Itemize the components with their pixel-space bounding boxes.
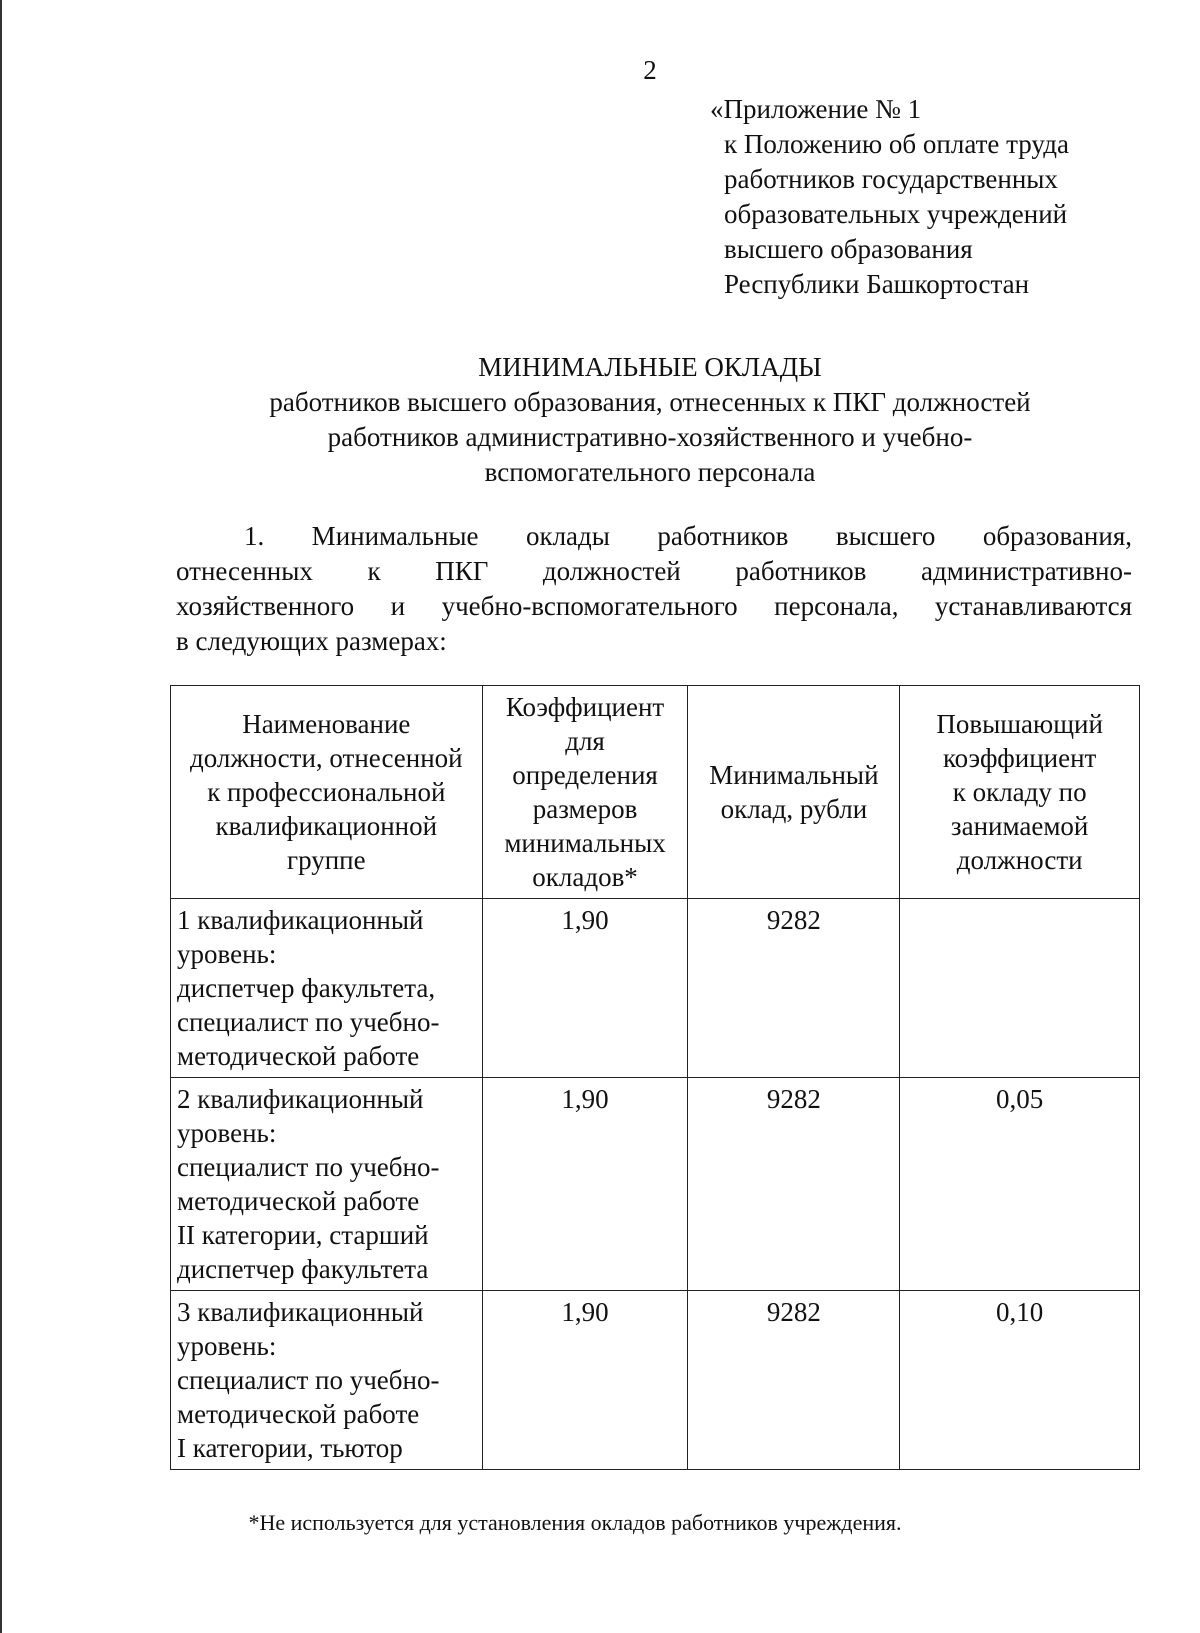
cell-raise-coefficient: 0,05 [900,1078,1140,1291]
appendix-line: высшего образования [724,234,973,264]
appendix-line: «Приложение № 1 [710,94,922,124]
title-subtitle-line: работников высшего образования, отнесенных к ПКГ должностей [269,387,1031,417]
intro-line: в следующих размерах: [176,626,447,656]
page-number: 2 [643,55,657,85]
cell-raise-coefficient: 0,10 [900,1291,1140,1470]
intro-line: 1. Минимальные оклады работников высшего образования, [244,521,1132,551]
header-minimum-salary: Минимальный оклад, рубли [688,686,900,899]
cell-minimum-salary: 9282 [688,1291,900,1470]
cell-position-name: 2 квалификационный уровень: специалист по учебно- методической работе II категории, старший диспетчер факультета [171,1078,483,1291]
cell-minimum-salary: 9282 [688,899,900,1078]
table-row [171,1291,1140,1470]
intro-paragraph [176,519,1132,659]
header-raise-coefficient: Повышающий коэффициент к окладу по занимаемой должности [900,686,1140,899]
intro-line: отнесенных к ПКГ должностей работников административно- [176,556,1132,586]
title-subtitle-line: работников административно-хозяйственного и учебно- [327,422,973,452]
cell-position-name: 1 квалификационный уровень: диспетчер факультета, специалист по учебно- методической работе [171,899,483,1078]
table-row [171,899,1140,1078]
title-subtitle-line: вспомогательного персонала [484,457,816,487]
table-header-row [171,686,1140,899]
appendix-line: Республики Башкортостан [724,269,1030,299]
appendix-reference [710,92,1069,302]
appendix-line: к Положению об оплате труда [724,129,1069,159]
cell-coefficient: 1,90 [482,1078,688,1291]
header-coefficient: Коэффициент для определения размеров минимальных окладов* [482,686,688,899]
appendix-line: работников государственных [724,164,1058,194]
document-title [180,350,1120,490]
footnote: *Не используется для установления окладов работников учреждения. [248,1510,902,1535]
intro-line: хозяйственного и учебно-вспомогательного персонала, устанавливаются [176,591,1132,621]
table-row [171,1078,1140,1291]
cell-minimum-salary: 9282 [688,1078,900,1291]
cell-coefficient: 1,90 [482,899,688,1078]
scan-left-edge [0,0,2,1633]
salary-table [170,685,1140,1470]
header-position-name: Наименование должности, отнесенной к профессиональной квалификационной группе [171,686,483,899]
cell-coefficient: 1,90 [482,1291,688,1470]
cell-raise-coefficient [900,899,1140,1078]
appendix-line: образовательных учреждений [724,199,1068,229]
title-heading: МИНИМАЛЬНЫЕ ОКЛАДЫ [478,352,822,382]
cell-position-name: 3 квалификационный уровень: специалист по учебно- методической работе I категории, тьютор [171,1291,483,1470]
